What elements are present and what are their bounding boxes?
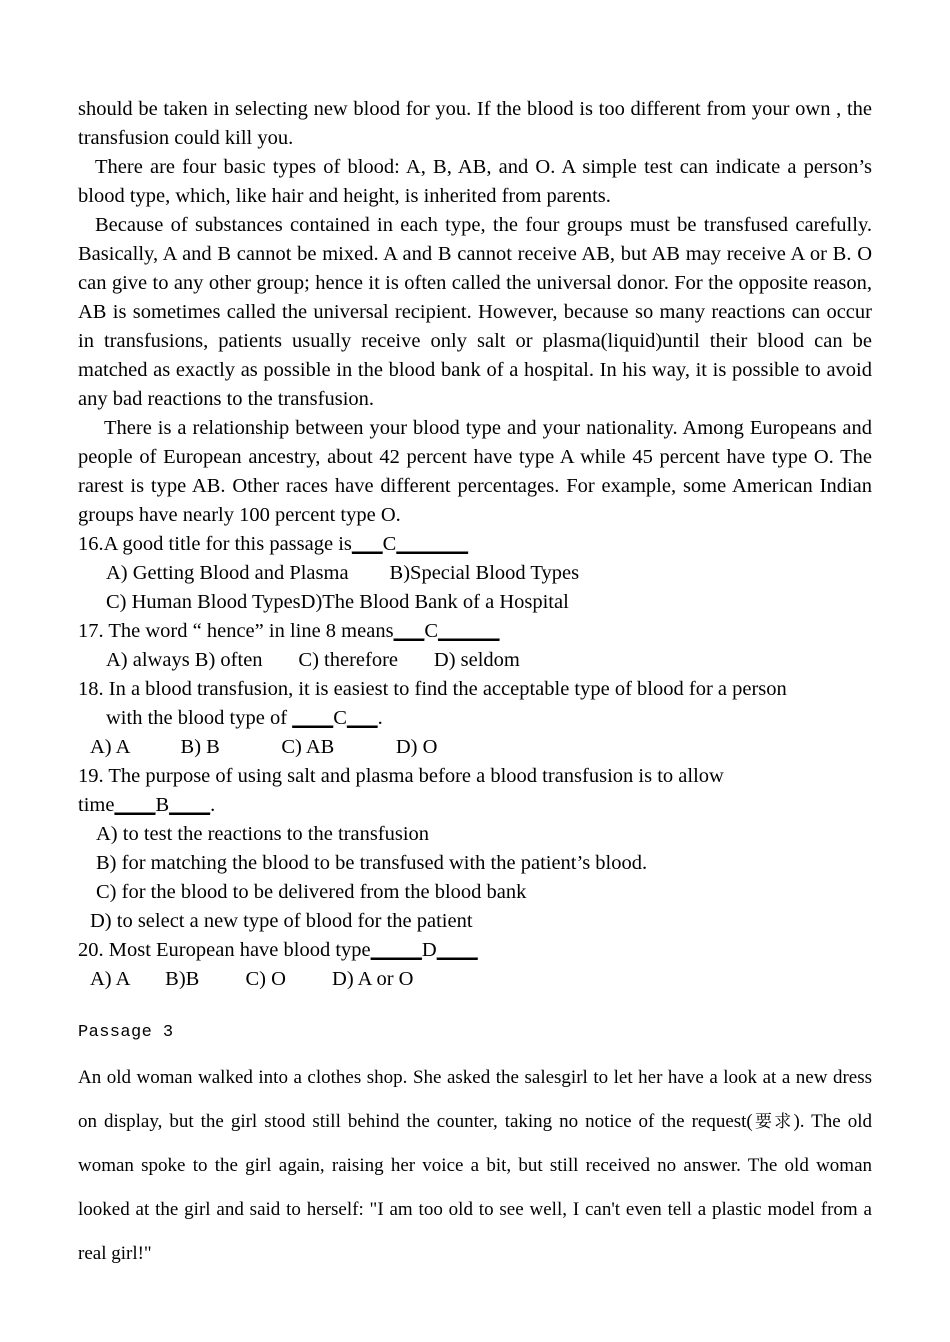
question-20-number: 20.	[78, 939, 104, 961]
question-16	[78, 530, 872, 617]
question-17-text: The word “ hence” in line 8 means	[103, 620, 394, 642]
question-19-options-row-1: A) to test the reactions to the transfusion	[96, 823, 430, 845]
question-19-stem-continuation	[78, 791, 872, 820]
question-19-text: The purpose of using salt and plasma before a blood transfusion is to allow	[103, 765, 724, 787]
question-17-stem	[78, 617, 872, 646]
question-17-answer: C	[424, 620, 438, 642]
question-16-blank-right: _______	[396, 533, 469, 555]
question-18-text-cont: with the blood type of	[106, 707, 293, 729]
question-20	[78, 936, 872, 994]
question-19-stem	[78, 762, 872, 791]
paragraph-blood-types: There are four basic types of blood: A, B, AB, and O. A simple test can indicate a person’s blood type, which, like hair and height, is inherited from parents.	[78, 156, 872, 207]
question-16-answer: C	[382, 533, 397, 555]
question-19-number: 19.	[78, 765, 104, 787]
paragraph-nationality: There is a relationship between your blood type and your nationality. Among Europeans and people of European ancestry, about 42 percent have type A while 45 percent have type O. The rarest is type AB. Other races have different percentages. For example, some American Indian groups have nearly 100 percent type O.	[78, 417, 872, 526]
question-19-options-row-4: D) to select a new type of blood for the patient	[90, 910, 473, 932]
question-20-stem	[78, 936, 872, 965]
passage-3-text	[78, 1056, 872, 1276]
question-18-stem-end: .	[377, 707, 383, 729]
question-19	[78, 762, 872, 936]
question-18-stem-continuation	[78, 704, 872, 733]
question-18-number: 18.	[78, 678, 104, 700]
question-18-blank-left: ____	[292, 707, 334, 729]
question-20-options-row-1: A) A B)B C) O D) A or O	[90, 968, 414, 990]
passage-3-chinese-gloss: 要求	[752, 1112, 794, 1132]
document-body	[78, 95, 872, 1276]
question-16-blank-left: ___	[351, 533, 383, 555]
question-20-text: Most European have blood type	[103, 939, 371, 961]
heading-spacer	[78, 1044, 872, 1056]
question-19-options-row-2: B) for matching the blood to be transfused with the patient’s blood.	[96, 852, 648, 874]
passage-2-text	[78, 95, 872, 530]
question-20-answer: D	[421, 939, 437, 961]
question-18-text: In a blood transfusion, it is easiest to find the acceptable type of blood for a person	[103, 678, 787, 700]
question-19-blank-left: ____	[114, 794, 156, 816]
question-16-text: A good title for this passage is	[103, 533, 352, 555]
question-18	[78, 675, 872, 762]
question-list	[78, 530, 872, 994]
question-18-options-row-1: A) A B) B C) AB D) O	[90, 736, 438, 758]
question-16-number: 16.	[78, 533, 104, 555]
question-20-blank-left: _____	[370, 939, 422, 961]
question-17-number: 17.	[78, 620, 104, 642]
question-18-answer: C	[333, 707, 347, 729]
question-17	[78, 617, 872, 675]
question-18-blank-right: ___	[346, 707, 378, 729]
question-17-options-row-1: A) always B) often C) therefore D) seldom	[106, 649, 520, 671]
question-18-stem	[78, 675, 872, 704]
paragraph-continuation: should be taken in selecting new blood for you. If the blood is too different from your own , the transfusion could kill you.	[78, 98, 872, 149]
question-19-options-row-3: C) for the blood to be delivered from the blood bank	[96, 881, 527, 903]
passage-3-heading: Passage 3	[78, 1023, 174, 1042]
question-19-answer: B	[155, 794, 170, 816]
question-19-blank-right: ____	[169, 794, 211, 816]
passage-3-text-part-2: ). The old woman spoke to the girl again, raising her voice a bit, but still received no answer. The old woman looked at the girl and said to herself: "I am too old to see well, I can't even tell a plastic model from a real girl!"	[78, 1111, 872, 1264]
question-19-text-cont: time	[78, 794, 115, 816]
passage-3-text-part-1: An old woman walked into a clothes shop. She asked the salesgirl to let her have a look at a new dress on display, but the girl stood still behind the counter, taking no notice of the request(	[78, 1067, 872, 1132]
question-16-stem	[78, 530, 872, 559]
section-spacer	[78, 994, 872, 1022]
question-16-options-row-1: A) Getting Blood and Plasma B)Special Blood Types	[106, 562, 580, 584]
question-19-stem-end: .	[210, 794, 216, 816]
paragraph-transfusion-rules: Because of substances contained in each type, the four groups must be transfused carefully. Basically, A and B cannot be mixed. A and B cannot receive AB, but AB may receive A or B. O can give to any other group; hence it is often called the universal donor. For the opposite reason, AB is sometimes called the universal recipient. However, because so many reactions can occur in transfusions, patients usually receive only salt or plasma(liquid)until their blood can be matched as exactly as possible in the blood bank of a hospital. In his way, it is possible to avoid any bad reactions to the transfusion.	[78, 214, 872, 410]
question-16-options-row-2: C) Human Blood TypesD)The Blood Bank of a Hospital	[106, 591, 569, 613]
question-20-blank-right: ____	[436, 939, 478, 961]
question-17-blank-right: ______	[438, 620, 500, 642]
question-17-blank-left: ___	[393, 620, 425, 642]
